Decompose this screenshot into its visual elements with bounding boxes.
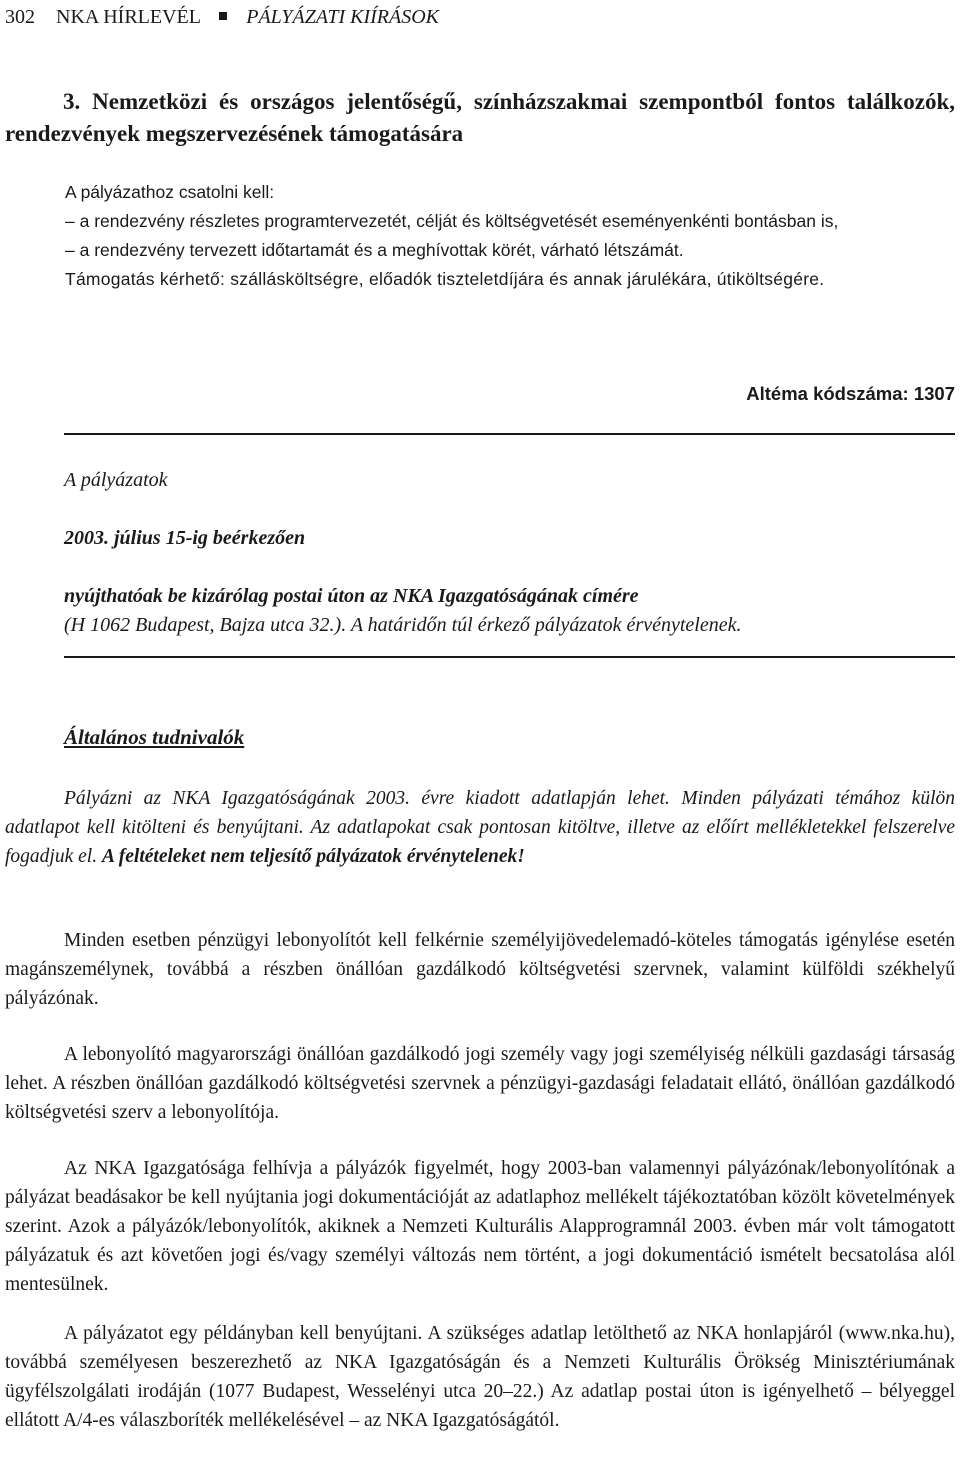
divider-bottom — [64, 656, 955, 658]
deadline-heading: A pályázatok — [64, 469, 168, 491]
subtopic-code: Altéma kódszáma: 1307 — [746, 383, 955, 404]
attach-item: – a rendezvény részletes programtervezetét, célját és költségvetését eseményenkénti bontásban is, — [65, 211, 839, 231]
attachment-requirements — [5, 178, 955, 294]
deadline-date: 2003. július 15-ig beérkezően — [64, 527, 306, 549]
paragraph-text: Pályázni az NKA Igazgatóságának 2003. évre kiadott adatlapján lehet. Minden pályázati témához külön adatlapot kell kitölteni és benyújtani. Az adatlapokat csak pontosan kitöltve, illetve az előírt mellékletekkel felszerelve fogadjuk el. — [5, 788, 955, 867]
general-paragraph-2: Minden esetben pénzügyi lebonyolítót kell felkérnie személyijövedelemadó-köteles támogatás igénylése esetén magánszemélynek, továbbá a részben önállóan gazdálkodó költségvetési szervnek, valamint külföldi székhelyű pályázónak. — [5, 930, 955, 1009]
section-title: PÁLYÁZATI KIÍRÁSOK — [246, 6, 440, 28]
mailing-address: (H 1062 Budapest, Bajza utca 32.). — [64, 614, 347, 636]
general-paragraph-1 — [5, 784, 955, 871]
address-line — [64, 611, 741, 639]
subtopic-title: 3. Nemzetközi és országos jelentőségű, színházszakmai szempontból fontos találkozók, rendezvények megszervezésének támogatására — [5, 89, 955, 146]
square-bullet-icon — [219, 12, 227, 20]
divider-top — [64, 433, 955, 435]
page-number: 302 — [5, 6, 35, 28]
attach-item: – a rendezvény tervezett időtartamát és a meghívottak körét, várható létszámát. — [65, 240, 684, 260]
general-paragraph-3: A lebonyolító magyarországi önállóan gazdálkodó jogi személy vagy jogi személyiség nélküli gazdasági társaság lehet. A részben önállóan gazdálkodó költségvetési szervnek a pénzügyi-gazdasági feladatait ellátó, önállóan gazdálkodó költségvetési szerv a lebonyolítója. — [5, 1044, 955, 1123]
support-note: Támogatás kérhető: szállásköltségre, előadók tiszteletdíjára és annak járulékára, útiköltségére. — [65, 269, 825, 289]
late-submission-note: A határidőn túl érkező pályázatok érvénytelenek. — [350, 614, 742, 636]
running-head — [5, 3, 439, 31]
general-paragraph-4: Az NKA Igazgatósága felhívja a pályázók figyelmét, hogy 2003-ban valamennyi pályázónak/lebonyolítónak a pályázat beadásakor be kell nyújtania jogi dokumentációját az adatlaphoz mellékelt tájékoztatóban közölt követelmények szerint. Azok a pályázók/lebonyolítók, akiknek a Nemzeti Kulturális Alapprogramnál 2003. évben már volt támogatott pályázatuk és azt követően jogi és/vagy személyi változás nem történt, a jogi dokumentáció ismételt becsatolása alól mentesülnek. — [5, 1158, 955, 1295]
journal-title: NKA HÍRLEVÉL — [56, 6, 201, 28]
general-info-title: Általános tudnivalók — [64, 725, 245, 749]
submission-method: nyújthatóak be kizárólag postai úton az NKA Igazgatóságának címére — [64, 585, 639, 607]
general-paragraph-5: A pályázatot egy példányban kell benyújtani. A szükséges adatlap letölthető az NKA honlapjáról (www.nka.hu), továbbá személyesen beszerezhető az NKA Igazgatóságán és a Nemzeti Kulturális Örökség Minisztériumának ügyfélszolgálati irodáján (1077 Budapest, Wesselényi utca 20–22.) Az adatlap postai úton is igényelhető – bélyeggel ellátott A/4-es válaszboríték mellékelésével – az NKA Igazgatóságától. — [5, 1323, 955, 1431]
attach-intro: A pályázathoz csatolni kell: — [65, 182, 275, 202]
invalid-warning: A feltételeket nem teljesítő pályázatok érvénytelenek! — [101, 846, 525, 867]
